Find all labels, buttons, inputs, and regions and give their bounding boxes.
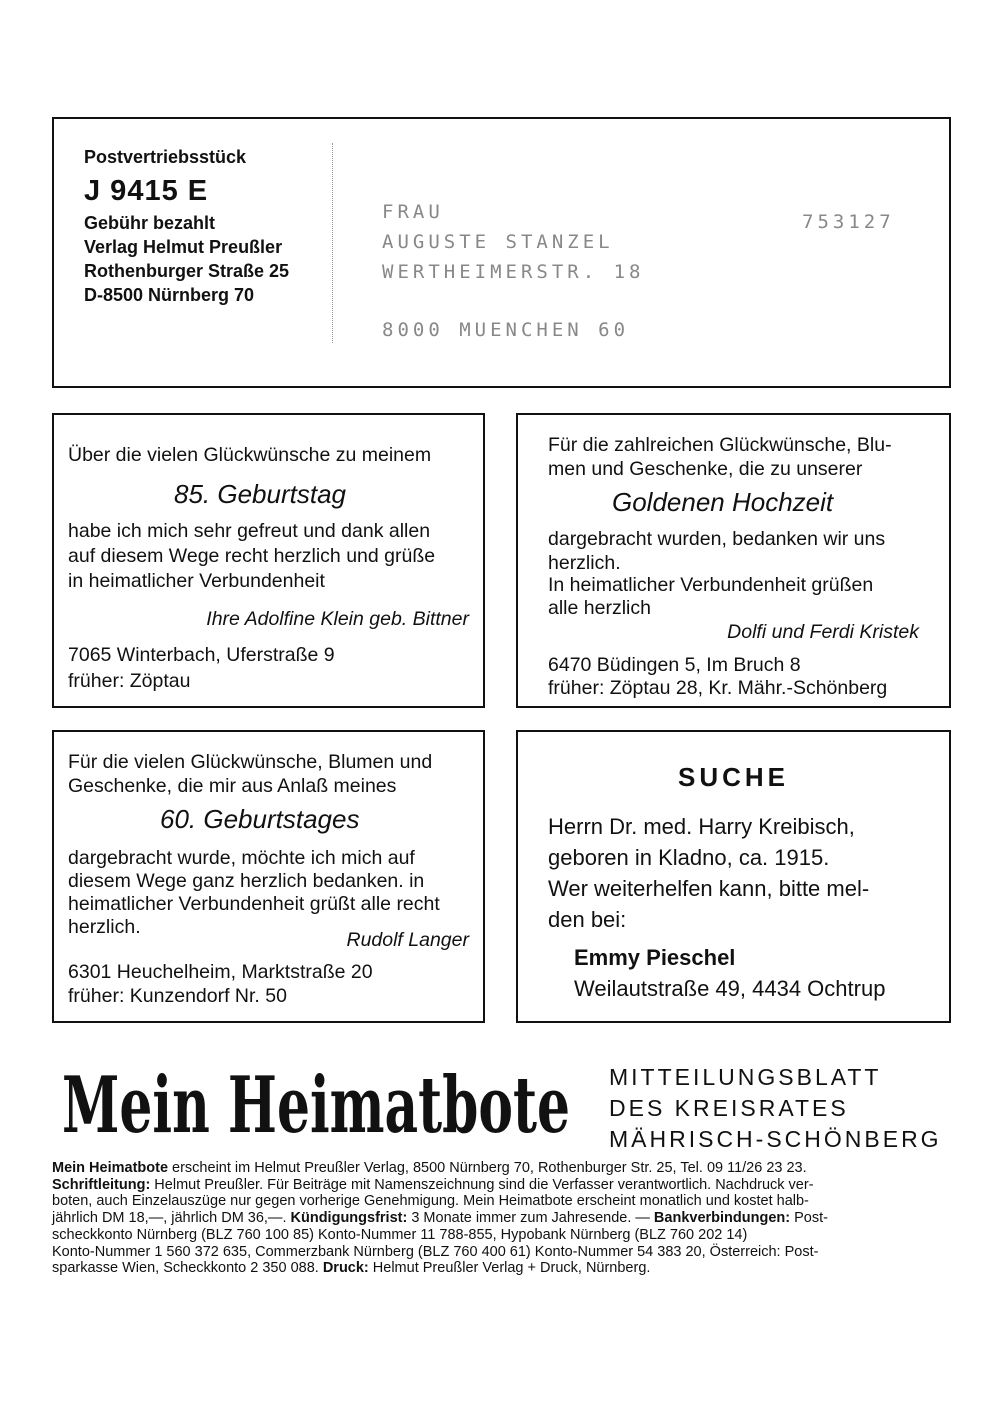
ad-intro-line: men und Geschenke, die zu unserer xyxy=(548,458,863,480)
imprint-text: sparkasse Wien, Scheckkonto 2 350 088. xyxy=(52,1260,323,1277)
ad-address: 7065 Winterbach, Uferstraße 9 xyxy=(68,644,335,666)
imprint-term: Druck: xyxy=(322,1260,369,1277)
mailing-block xyxy=(52,117,951,388)
imprint-text: Helmut Preußler. Für Beiträge mit Namenszeichnung sind die Verfasser verantwortlich. Nachdruck ver- xyxy=(150,1176,814,1193)
ad-address: 6470 Büdingen 5, Im Bruch 8 xyxy=(548,654,801,676)
ad-birthday-85 xyxy=(52,413,485,708)
customer-number: 753127 xyxy=(802,211,895,233)
ad-body-line: habe ich mich sehr gefreut und dank allen xyxy=(68,520,431,542)
imprint-term: Schriftleitung: xyxy=(52,1176,151,1193)
ad-contact-address: Weilautstraße 49, 4434 Ochtrup xyxy=(574,976,886,1001)
imprint-line xyxy=(52,1177,952,1194)
ad-intro-line: Für die vielen Glückwünsche, Blumen und xyxy=(68,751,433,773)
ad-golden-wedding xyxy=(516,413,951,708)
ad-intro-line: Für die zahlreichen Glückwünsche, Blu- xyxy=(548,434,892,456)
publisher-line: Rothenburger Straße 25 xyxy=(84,261,290,281)
ad-body-line: in heimatlicher Verbundenheit xyxy=(68,570,325,592)
recipient-line: FRAU xyxy=(382,201,444,223)
imprint-text: Post- xyxy=(790,1210,828,1227)
ad-occasion: Goldenen Hochzeit xyxy=(612,487,834,517)
ad-body-line: auf diesem Wege recht herzlich und grüße xyxy=(68,545,436,567)
ad-search xyxy=(516,730,951,1023)
ad-body-line: geboren in Kladno, ca. 1915. xyxy=(548,845,830,870)
publisher-line: D-8500 Nürnberg 70 xyxy=(84,285,255,305)
ad-body-line: herzlich. xyxy=(68,916,141,938)
imprint-line: scheckkonto Nürnberg (BLZ 760 100 85) Konto-Nummer 11 788-855, Hypobank Nürnberg (BLZ 760 202 14) xyxy=(52,1226,748,1243)
ad-former-address: früher: Zöptau xyxy=(68,670,191,692)
imprint-line xyxy=(52,1210,952,1227)
recipient-street: WERTHEIMERSTR. 18 xyxy=(382,261,645,283)
ad-birthday-60 xyxy=(52,730,485,1023)
recipient-name: AUGUSTE STANZEL xyxy=(382,231,614,253)
imprint-line: boten, auch Einzelauszüge nur gegen vorherige Genehmigung. Mein Heimatbote erscheint monatlich und kostet halb- xyxy=(52,1193,809,1210)
ad-intro: Über die vielen Glückwünsche zu meinem xyxy=(68,444,432,466)
ad-body-line: heimatlicher Verbundenheit grüßt alle recht xyxy=(68,893,440,915)
ad-intro-line: Geschenke, die mir aus Anlaß meines xyxy=(68,775,397,797)
publisher-line: Verlag Helmut Preußler xyxy=(84,237,283,257)
ad-contact-name: Emmy Pieschel xyxy=(574,945,736,970)
ad-signature: Rudolf Langer xyxy=(346,929,469,951)
imprint-text: erscheint im Helmut Preußler Verlag, 8500 Nürnberg 70, Rothenburger Str. 25, Tel. 09 11/26 23 23. xyxy=(168,1160,807,1176)
ad-body-line: alle herzlich xyxy=(548,597,651,619)
ad-occasion: 60. Geburtstages xyxy=(160,804,360,834)
imprint-line: Konto-Nummer 1 560 372 635, Commerzbank Nürnberg (BLZ 760 400 61) Konto-Nummer 54 383 20, Österreich: Post- xyxy=(52,1243,819,1260)
imprint-text: Helmut Preußler Verlag + Druck, Nürnberg. xyxy=(368,1260,651,1277)
mailing-divider xyxy=(332,143,334,343)
imprint-term: Bankverbindungen: xyxy=(653,1210,791,1227)
imprint-line xyxy=(52,1160,952,1177)
masthead-subtitle-line: MÄHRISCH-SCHÖNBERG xyxy=(609,1126,942,1152)
ad-address: 6301 Heuchelheim, Marktstraße 20 xyxy=(68,961,373,983)
ad-signature: Dolfi und Ferdi Kristek xyxy=(727,621,919,643)
ad-body-line: Herrn Dr. med. Harry Kreibisch, xyxy=(548,814,855,839)
mailing-code: J 9415 E xyxy=(84,175,209,207)
masthead-subtitle xyxy=(609,1062,942,1155)
ad-signature: Ihre Adolfine Klein geb. Bittner xyxy=(206,608,469,630)
masthead-subtitle-line: MITTEILUNGSBLATT xyxy=(609,1064,882,1090)
ad-body-line: Wer weiterhelfen kann, bitte mel- xyxy=(548,876,870,901)
ad-body-line: dargebracht wurde, möchte ich mich auf xyxy=(68,847,415,869)
masthead-subtitle-line: DES KREISRATES xyxy=(609,1095,849,1121)
ad-body-line: In heimatlicher Verbundenheit grüßen xyxy=(548,574,874,596)
imprint-term: Kündigungsfrist: xyxy=(290,1210,408,1227)
imprint-text: jährlich DM 18,—, jährlich DM 36,—. xyxy=(52,1210,291,1227)
ad-body-line: dargebracht wurden, bedanken wir uns xyxy=(548,528,886,550)
recipient-city: 8000 MUENCHEN 60 xyxy=(382,319,630,341)
ad-heading: SUCHE xyxy=(677,762,789,792)
ad-body-line: diesem Wege ganz herzlich bedanken. in xyxy=(68,870,425,892)
ad-former-address: früher: Zöptau 28, Kr. Mähr.-Schönberg xyxy=(548,677,888,699)
ad-body-line: den bei: xyxy=(548,907,627,932)
imprint xyxy=(52,1160,952,1277)
masthead-logo-text: Mein Heimatbote xyxy=(62,1060,570,1151)
ad-former-address: früher: Kunzendorf Nr. 50 xyxy=(68,985,287,1007)
ad-body-line: herzlich. xyxy=(548,552,621,574)
blackletter-logo-icon xyxy=(56,1040,576,1158)
ad-occasion: 85. Geburtstag xyxy=(174,479,346,509)
imprint-term: Mein Heimatbote xyxy=(52,1160,169,1176)
imprint-line xyxy=(52,1260,952,1277)
imprint-text: 3 Monate immer zum Jahresende. — xyxy=(407,1210,654,1227)
mailing-label: Postvertriebsstück xyxy=(84,147,247,167)
publisher-line: Gebühr bezahlt xyxy=(84,213,216,233)
masthead-logo xyxy=(56,1040,576,1158)
